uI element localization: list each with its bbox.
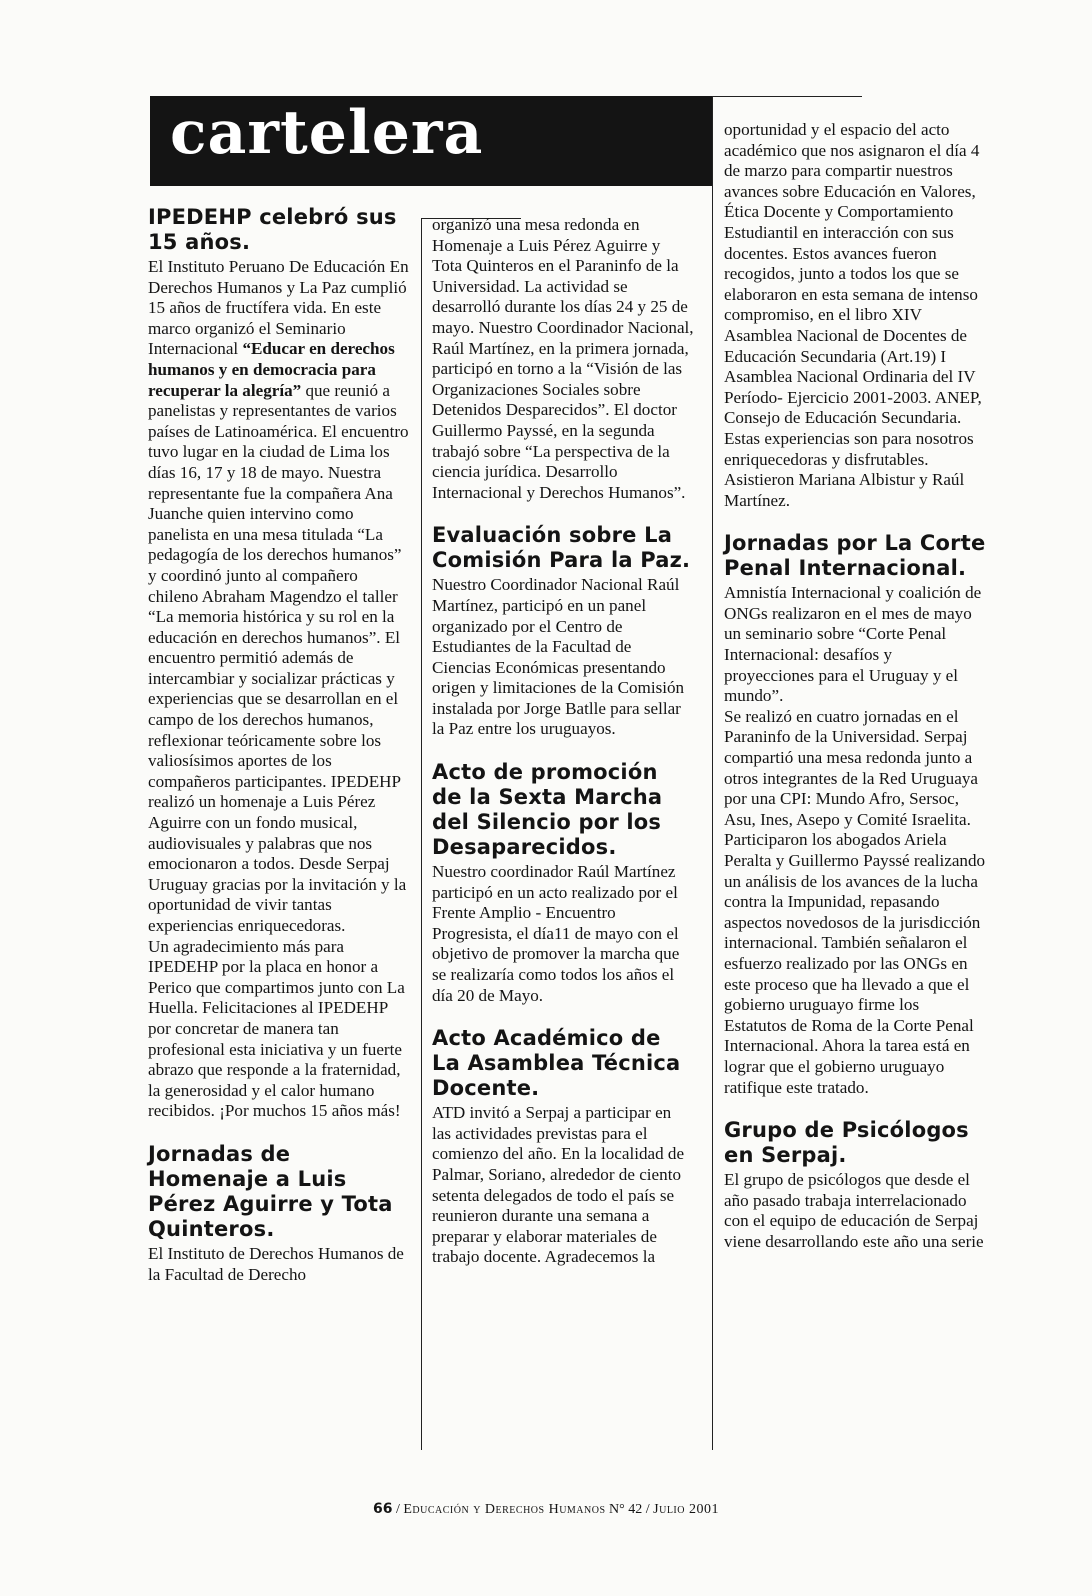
article-body: Un agradecimiento más para IPEDEHP por la placa en honor a Perico que compartimos junto con La Huella. Felicitaciones al IPEDEHP por concretar de manera tan profesional esta iniciativa y un fuerte abrazo que responde a la fraternidad, la generosidad y el calor humano recibidos. ¡Por muchos 15 años más! (148, 936, 405, 1121)
column-divider-top (712, 96, 862, 97)
article-body: oportunidad y el espacio del acto académico que nos asignaron el día 4 de marzo para compartir nuestros avances sobre Educación en Valores, Ética Docente y Comportamiento Estudiantil en interacción con sus docentes. Estos avances fueron recogidos, junto a todos los que se elaboraron en esta semana de intenso compromiso, en el libro XIV Asamblea Nacional de Docentes de Educación Secundaria (Art.19) I Asamblea Nacional Ordinaria del IV Período- Ejercicio 2001-2003. ANEP, Consejo de Educación Secundaria. (724, 120, 982, 428)
page-number: 66 (372, 1501, 393, 1517)
article-title: Evaluación sobre La Comisión Para la Paz. (432, 523, 691, 573)
article-body: El Instituto Peruano De Educación En Derechos Humanos y La Paz cumplió 15 años de fructífera vida. En este marco organizó el Seminario Internacional “Educar en derechos humanos y en democracia para recuperar la alegría” que reunió a panelistas y representantes de varios países de Latinoamérica. El encuentro tuvo lugar en la ciudad de Lima los días 16, 17 y 18 de mayo. Nuestra representante fue la compañera Ana Juanche quien intervino como panelista en una mesa titulada “La pedagogía de los derechos humanos” y coordinó junto al compañero chileno Abraham Magendzo el taller “La memoria histórica y su rol en la educación en derechos humanos”. El encuentro permitió además de intercambiar y socializar prácticas y experiencias que se desarrollan en el campo de los derechos humanos, reflexionar teóricamente sobre los valiosísimos aportes de los compañeros participantes. IPEDEHP realizó un homenaje a Luis Pérez Aguirre con un fondo musical, audiovisuales y palabras que nos emocionaron a todos. Desde Serpaj Uruguay gracias por la invitación y la oportunidad de vivir tantas experiencias enriquecedoras. (148, 257, 409, 935)
column-2 (432, 215, 694, 1268)
article-body: Nuestro coordinador Raúl Martínez participó en un acto realizado por el Frente Amplio - Encuentro Progresista, el día11 de mayo con el objetivo de promover la marcha que se realizaría como todos los años el día 20 de Mayo. (432, 862, 680, 1005)
column-3 (724, 120, 986, 1253)
footer-separator: / (645, 1502, 650, 1517)
footer-separator: / (395, 1502, 400, 1517)
column-divider (712, 96, 713, 1450)
section-title: cartelera (170, 98, 484, 168)
article-body: ATD invitó a Serpaj a participar en las actividades previstas para el comienzo del año. En la localidad de Palmar, Soriano, alrededor de ciento setenta delegados de todo el país se reunieron durante una semana a preparar y elaborar materiales de trabajo docente. Agradecemos la (432, 1103, 685, 1267)
article-body: Estas experiencias son para nosotros enriquecedoras y disfrutables. Asistieron Mariana Albistur y Raúl Martínez. (724, 428, 974, 510)
article-title: IPEDEHP celebró sus 15 años. (148, 205, 397, 254)
article-body: organizó una mesa redonda en Homenaje a Luis Pérez Aguirre y Tota Quinteros en el Paraninfo de la Universidad. La actividad se desarrolló durante los días 24 y 25 de mayo. Nuestro Coordinador Nacional, Raúl Martínez, en la primera jornada, participó en torno a la “Visión de las Organizaciones Sociales sobre Detenidos Desparecidos”. El doctor Guillermo Payssé, en la segunda trabajó sobre “La perspectiva de la ciencia jurídica. Desarrollo Internacional y Derechos Humanos”. (432, 215, 694, 502)
article-title: Jornadas de Homenaje a Luis Pérez Aguirre y Tota Quinteros. (148, 1141, 393, 1241)
article-body: El grupo de psicólogos que desde el año pasado trabaja interrelacionado con el equipo de educación de Serpaj viene desarrollando este año una serie (724, 1170, 984, 1251)
article-title: Jornadas por La Corte Penal Internacional. (724, 531, 986, 581)
article-title: Grupo de Psicólogos en Serpaj. (724, 1118, 969, 1168)
issue-number: N° 42 (609, 1502, 643, 1517)
article-body: Se realizó en cuatro jornadas en el Paraninfo de la Universidad. Serpaj compartió una mesa redonda junto a otros integrantes de la Red Uruguaya por una CPI: Mundo Afro, Sersoc, Asu, Ines, Asepo y Comité Israelita. Participaron los abogados Ariela Peralta y Guillermo Payssé realizando un análisis de los avances de la lucha contra la Impunidad, repasando aspectos novedosos de la jurisdicción internacional. También señalaron el esfuerzo realizado por las ONGs en este proceso que ha llevado a que el gobierno uruguayo firme los Estatutos de Roma de la Corte Penal Internacional. Ahora la tarea está en lograr que el gobierno uruguayo ratifique este tratado. (724, 706, 986, 1097)
column-divider (421, 218, 422, 1450)
section-banner (150, 96, 712, 186)
column-1 (148, 205, 410, 1285)
seminar-title: “Educar en derechos humanos y en democracia para recuperar la alegría” (148, 339, 395, 400)
page-footer (0, 1501, 1092, 1518)
article-title: Acto de promoción de la Sexta Marcha del Silencio por los Desaparecidos. (432, 760, 663, 860)
article-body: El Instituto de Derechos Humanos de la Facultad de Derecho (148, 1243, 404, 1284)
article-body: Amnistía Internacional y coalición de ONGs realizaron en el mes de mayo un seminario sobre “Corte Penal Internacional: desafíos y proyecciones para el Uruguay y el mundo”. (724, 583, 982, 706)
publication-name: Educación y Derechos Humanos (403, 1502, 606, 1517)
article-title: Acto Académico de La Asamblea Técnica Docente. (432, 1026, 681, 1101)
article-body: Nuestro Coordinador Nacional Raúl Martínez, participó en un panel organizado por el Centro de Estudiantes de la Facultad de Ciencias Económicas presentando origen y limitaciones de la Comisión instalada por Jorge Batlle para sellar la Paz entre los uruguayos. (432, 575, 685, 739)
issue-date: Julio 2001 (653, 1502, 719, 1517)
